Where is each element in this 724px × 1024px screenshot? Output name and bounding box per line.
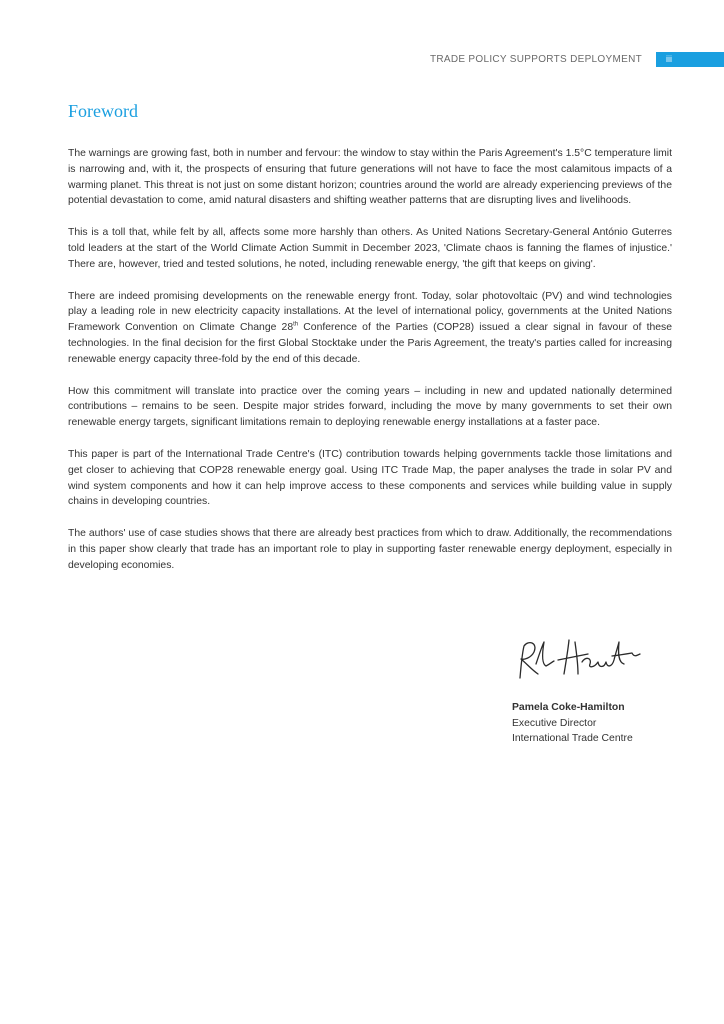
- running-title: TRADE POLICY SUPPORTS DEPLOYMENT: [429, 54, 642, 65]
- paragraph-2: This is a toll that, while felt by all, affects some more harshly than others. As United Nations Secretary-General António Guterres told leaders at the start of the World Climate Action Summit in December 2023, 'Climate chaos is fanning the flames of injustice.' There are, however, tried and tested solutions, he noted, including renewable energy, 'the gift that keeps on giving'.: [68, 227, 672, 270]
- paragraph-5: This paper is part of the International Trade Centre's (ITC) contribution towards helping governments tackle those limitations and get closer to achieving that COP28 renewable energy goal. Using ITC Trade Map, the paper analyses the trade in solar PV and wind system components and how it can help improve access to these components and services while building value in supply chains in developing countries.: [68, 448, 672, 508]
- paragraph-3-part-2: Conference of the Parties (COP28) issued a clear signal in favour of these technologies. In the final decision for the first Global Stocktake under the Paris Agreement, the treaty's parties called for increasing renewable energy capacity three-fold by the end of this decade.: [68, 322, 672, 365]
- paragraph-3-part-1: There are indeed promising developments on the renewable energy front. Today, solar photovoltaic (PV) and wind technologies play a leading role in new electricity capacity installations. At the level of international policy, governments at the United Nations Framework Convention on Climate Change 28: [68, 290, 672, 334]
- signatory-organization: International Trade Centre: [512, 733, 633, 744]
- page-title: Foreword: [68, 101, 138, 121]
- ordinal-suffix: th: [293, 321, 299, 328]
- paragraph-6: The authors' use of case studies shows that there are already best practices from which to draw. Additionally, the recommendations in this paper show clearly that trade has an important role to play in supporting faster renewable energy deployment, especially in developing economies.: [68, 528, 672, 571]
- handwritten-signature: [512, 634, 642, 686]
- signature-block: [512, 700, 633, 746]
- signatory-name: Pamela Coke-Hamilton: [512, 702, 625, 713]
- foreword-body: [68, 146, 672, 590]
- running-header: [430, 52, 724, 67]
- paragraph-4: How this commitment will translate into practice over the coming years – including in new and updated nationally determined contributions – remains to be seen. Despite major strides forward, including the move by many governments to set their own renewable energy targets, significant limitations remain to deploying renewable energy installations at a faster pace.: [68, 385, 672, 429]
- page-number: iii: [656, 52, 724, 67]
- paragraph-1: The warnings are growing fast, both in number and fervour: the window to stay within the Paris Agreement's 1.5°C temperature limit is narrowing and, with it, the prospects of ensuring that future generations will not have to face the most calamitous impacts of a warming planet. This threat is not just on some distant horizon; countries around the world are already experiencing previews of the potential devastation to come, amid natural disasters and shifting weather patterns that are disrupting lives and livelihoods.: [68, 148, 672, 207]
- paragraph-3: [68, 289, 672, 368]
- signatory-role: Executive Director: [512, 718, 597, 729]
